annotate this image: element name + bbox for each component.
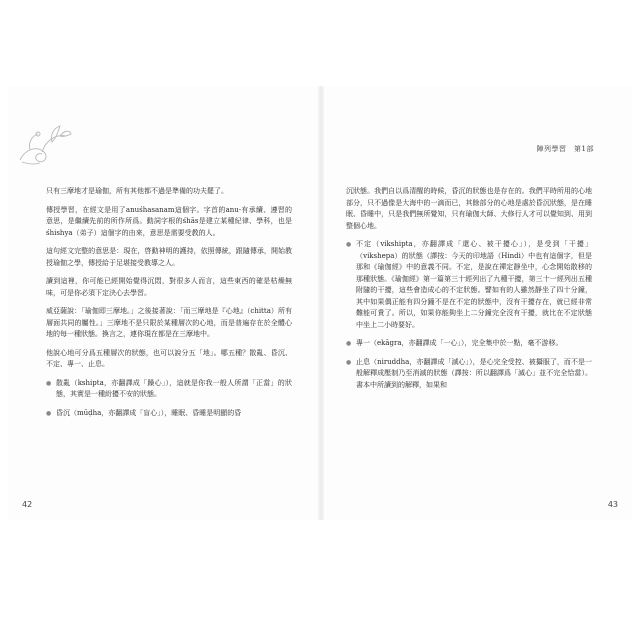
paragraph: 傳授學習，在經文是用了anuśhasanam這個字。字首的anu-有承續、遵習的意思，是繼續先前的所作所爲。動詞字根的śhās是建立某種紀律、學科，也是śhishya（弟子）這個字的由來，意思是需要受教的人。	[46, 205, 292, 237]
page-number-left: 42	[22, 500, 33, 509]
bullet-icon: ●	[346, 340, 352, 347]
list-item	[346, 338, 592, 350]
paragraph: 讀到這裡，你可能已經開始覺得沉悶，對很多人而言，這些東西的確是枯燥無味，可是你必須下定決心去學習。	[46, 277, 292, 297]
page-number-right: 43	[607, 500, 618, 509]
list-item	[346, 239, 592, 331]
paragraph: 沉狀態。我們自以爲清醒的時候，昏沉的狀態也是存在的。我們平時所用的心地部分，只不過像是大海中的一滴而已，其餘部分的心地是處於昏沉狀態，是在睡眠、昏睡中，只是我們無所覺知，只有瑜伽大師、大修行人才可以覺知到、用到整個心地。	[346, 187, 592, 230]
paragraph: 只有三摩地才是瑜伽，所有其他都不過是準備的功夫罷了。	[46, 187, 228, 195]
list-item-text: 散亂（kshipta，亦翻譯成「躁心」），這就是你我一般人所謂「正當」的狀態，其實是一種紛擾不安的狀態。	[56, 378, 292, 398]
paragraph: 他說心地可分爲五種層次的狀態，也可以說分五「地」。哪五種？散亂、昏沉、不定、專一、止息。	[46, 348, 292, 368]
bullet-icon: ●	[46, 379, 52, 387]
paragraph: 威亞薩說：「瑜伽即三摩地。」之後接著說：「而三摩地是『心地』（chitta）所有層面共同的屬性。」三摩地不是只限於某種層次的心地，而是普遍存在於全體心地的每一種狀態。換言之，連你現在都是在三摩地中。	[46, 307, 292, 338]
left-page	[46, 186, 292, 426]
book-gutter	[318, 86, 324, 520]
list-item-text: 專一（ekāgra，亦翻譯成「一心」），完全集中於一點，毫不游移。	[356, 339, 563, 347]
list-item	[46, 378, 292, 401]
list-item	[46, 408, 292, 420]
list-item	[346, 357, 592, 392]
paragraph: 這句經文完整的意思是：現在，啓動神明的護持，依照傳統，跟隨傳承，開始教授瑜伽之學，傳授給于足堪接受教導之人。	[46, 247, 292, 267]
list-item-text: 止息（niruddha，亦翻譯成「滅心」），是心完全受控、被攝服了，而不是一般解釋成壓制乃至消滅的狀態（譯按：所以翻譯爲「滅心」並不完全恰當）。書本中所讀到的解釋，如果和	[356, 357, 592, 389]
right-page	[346, 186, 592, 398]
bullet-icon: ●	[346, 358, 352, 366]
floral-ornament-icon	[16, 118, 72, 168]
bullet-icon: ●	[46, 409, 52, 417]
list-item-text: 昏沉（mūḍha，亦翻譯成「盲心」），睡眠、昏睡是明顯的昏	[56, 408, 242, 417]
bullet-icon: ●	[346, 241, 352, 248]
list-item-text: 不定（vikshipta，亦翻譯成「還心、被干擾心」），是受到「干擾」（vikshepa）的狀態（譯按：今天的印地語（Hindi）中也有這個字，但是那和《瑜伽經》中的意義不同。不定，是說在禪定靜坐中，心念開始散移的那種狀態。《瑜伽經》第一篇第三十經列出了九種干擾，第三十一經列出五種附隨的干擾，這些會造成心的不定狀態。譬如有的人雖然靜坐了四十分鐘，其中如果偶正能有四分鐘不是在不定的狀態中，沒有干擾存在，就已經非常難能可貴了。所以，如果你能夠坐上二分鐘完全沒有干擾，就比在不定狀態中坐上二小時要好。	[356, 240, 592, 329]
running-head: 陣列學習 第1部	[536, 145, 594, 153]
